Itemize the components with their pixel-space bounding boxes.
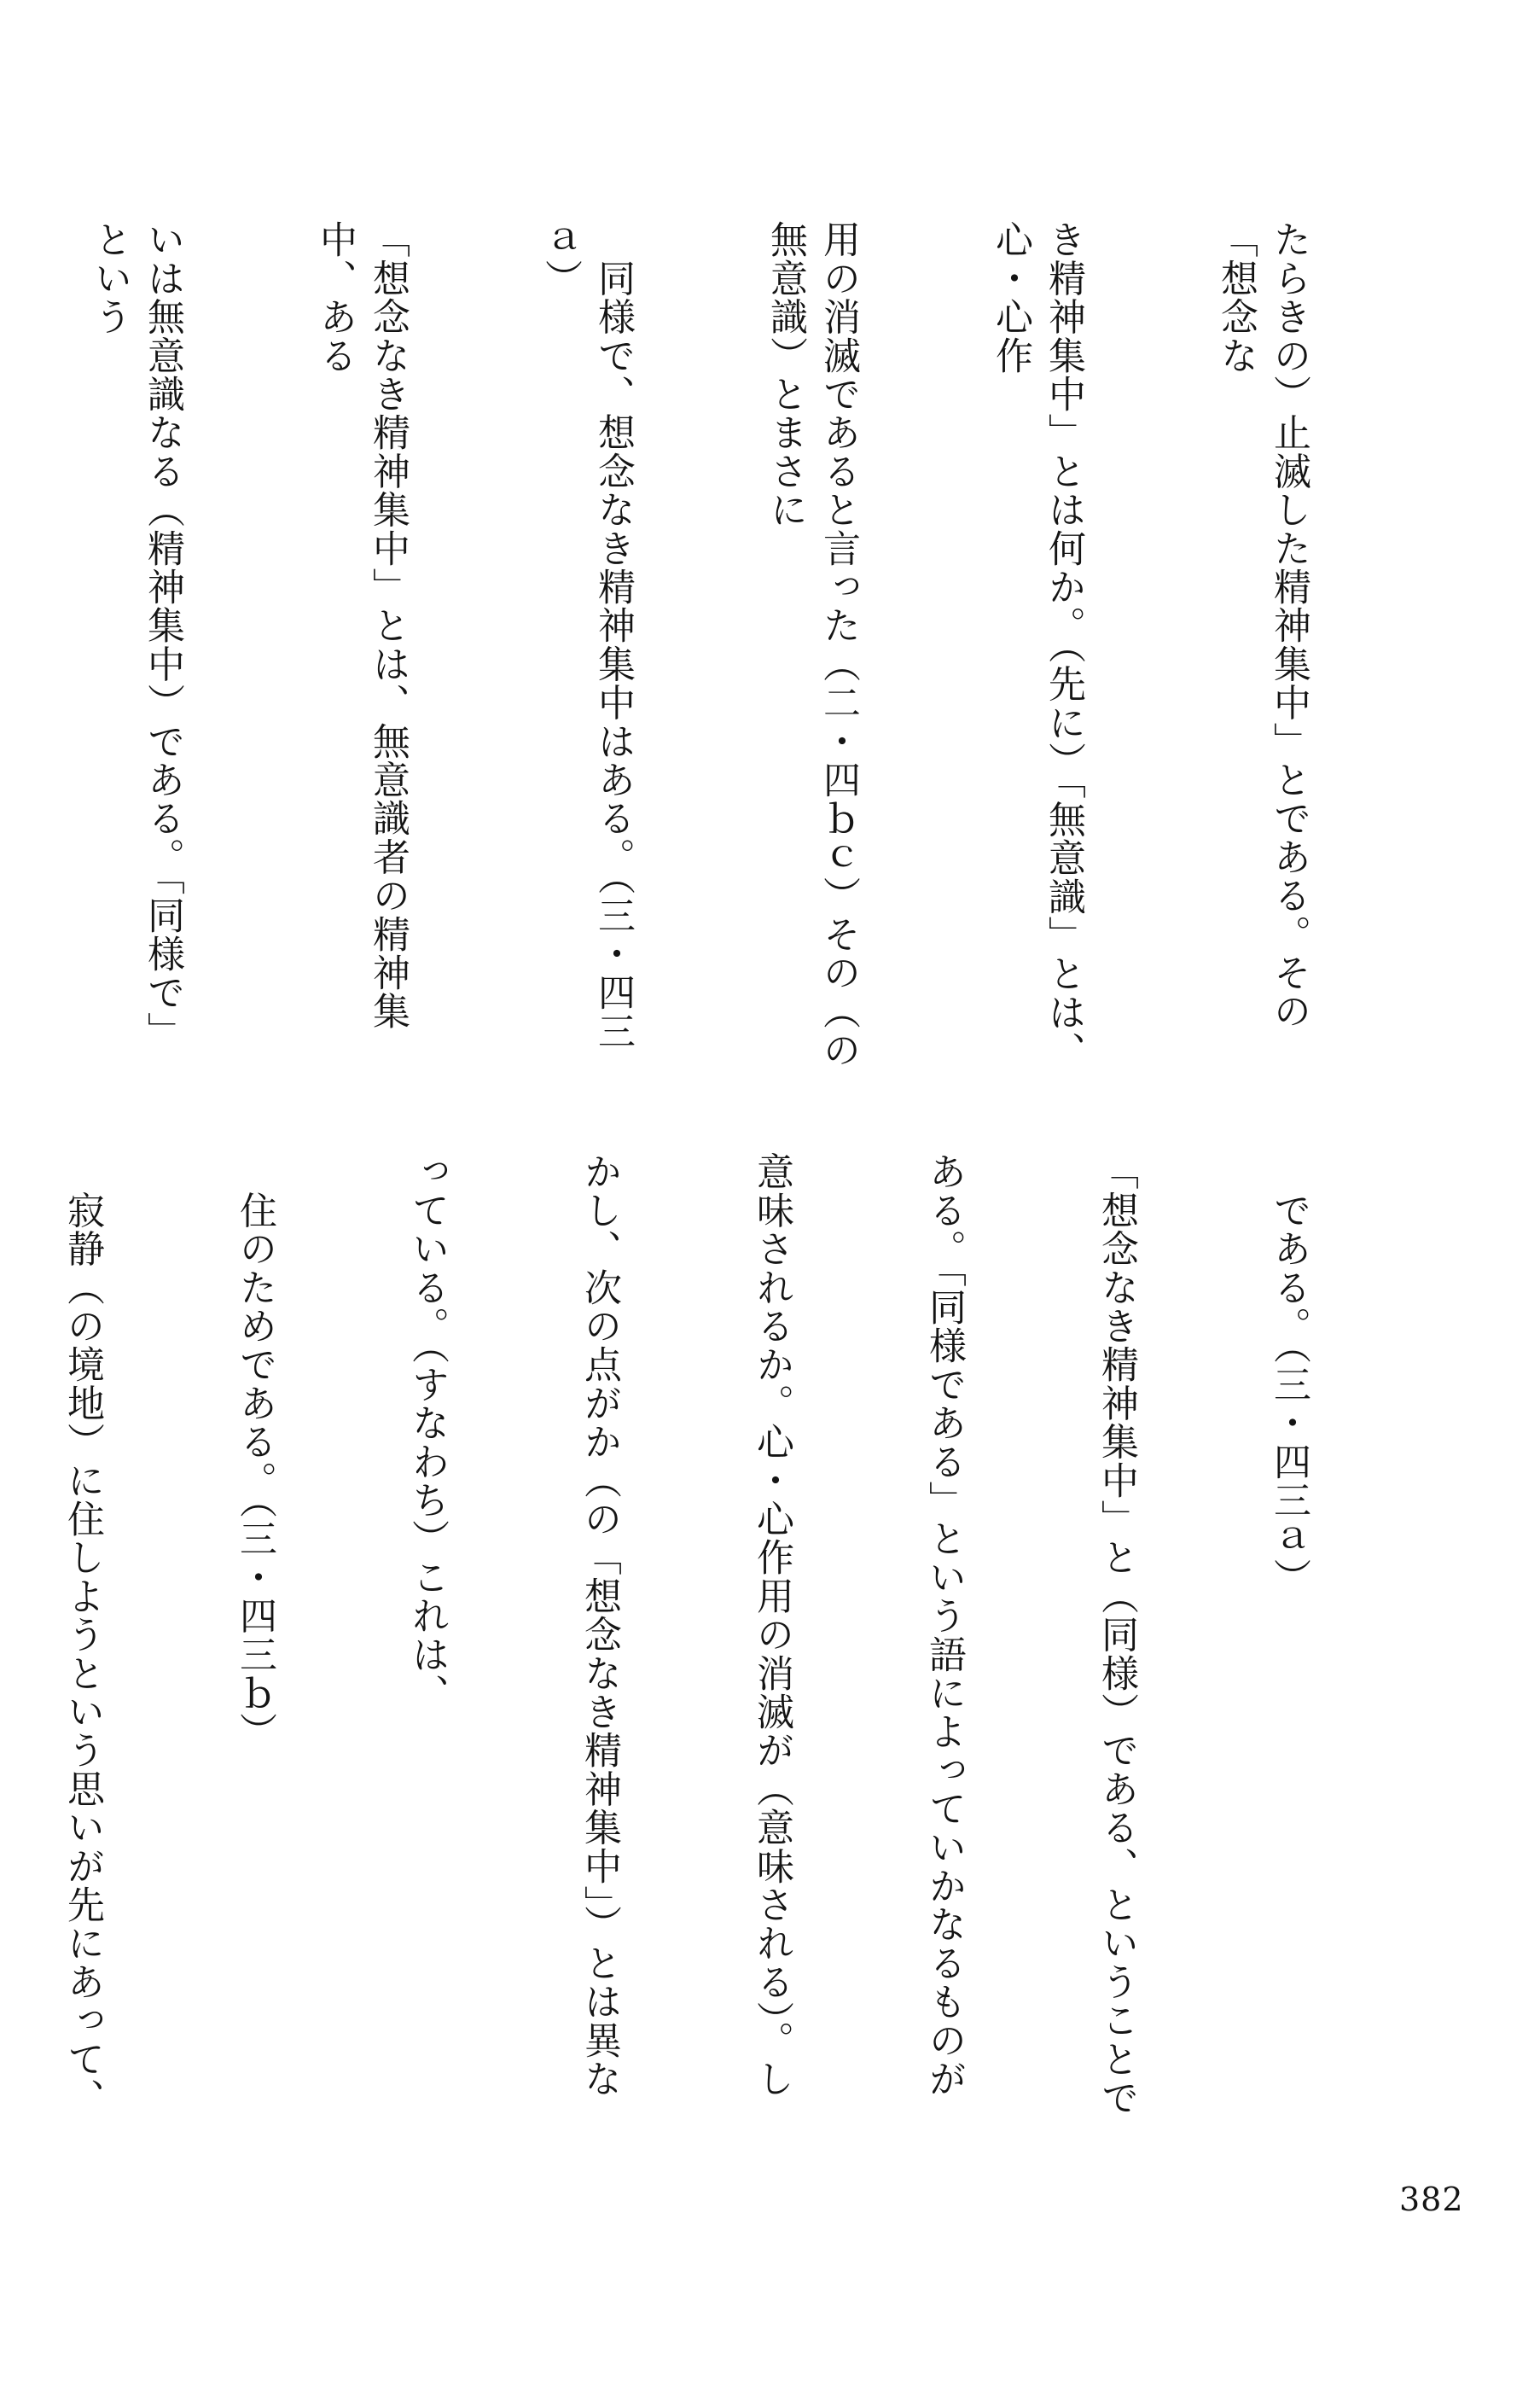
upper-text-block — [88, 220, 1421, 1074]
text-column: である。（三・四三ａ） — [1267, 1152, 1310, 1597]
text-column: いは無意識なる（精神集中）である。「同様で」という — [88, 220, 184, 1051]
text-column: 「想念なき精神集中」とは、無意識者の精神集中、ある — [313, 220, 410, 1031]
text-column: 寂静（の境地）に住しようという思いが先にあって、 — [61, 1152, 104, 2117]
text-column: 同様で、想念なき精神集中はある。（三・四三ａ） — [538, 220, 635, 1051]
lower-text-block — [61, 1152, 1421, 2176]
text-column: 「想念なき精神集中」と（同様）である、ということで — [1095, 1152, 1138, 2117]
text-column: たらきの）止滅した精神集中」とである。その「想念な — [1214, 220, 1310, 1031]
text-column: き精神集中」とは何か。（先に）「無意識」とは、心・心作 — [989, 220, 1085, 1070]
text-column: ある。「同様である」という語によっていかなるものが — [922, 1152, 966, 2098]
text-column: っている。（すなわち）これは、 — [405, 1152, 449, 1712]
text-column: 意味されるか。心・心作用の消滅が（意味される）。し — [750, 1152, 793, 2098]
text-column: 住のためである。（三・四三ｂ） — [233, 1152, 276, 1751]
page-number: 382 — [1399, 2181, 1464, 2218]
text-column: かし、次の点がか（の「想念なき精神集中」）とは異な — [578, 1152, 621, 2098]
text-column: 用の消滅であると言った（二・四ｂｃ）その（の無意識）とまさに — [764, 220, 860, 1069]
